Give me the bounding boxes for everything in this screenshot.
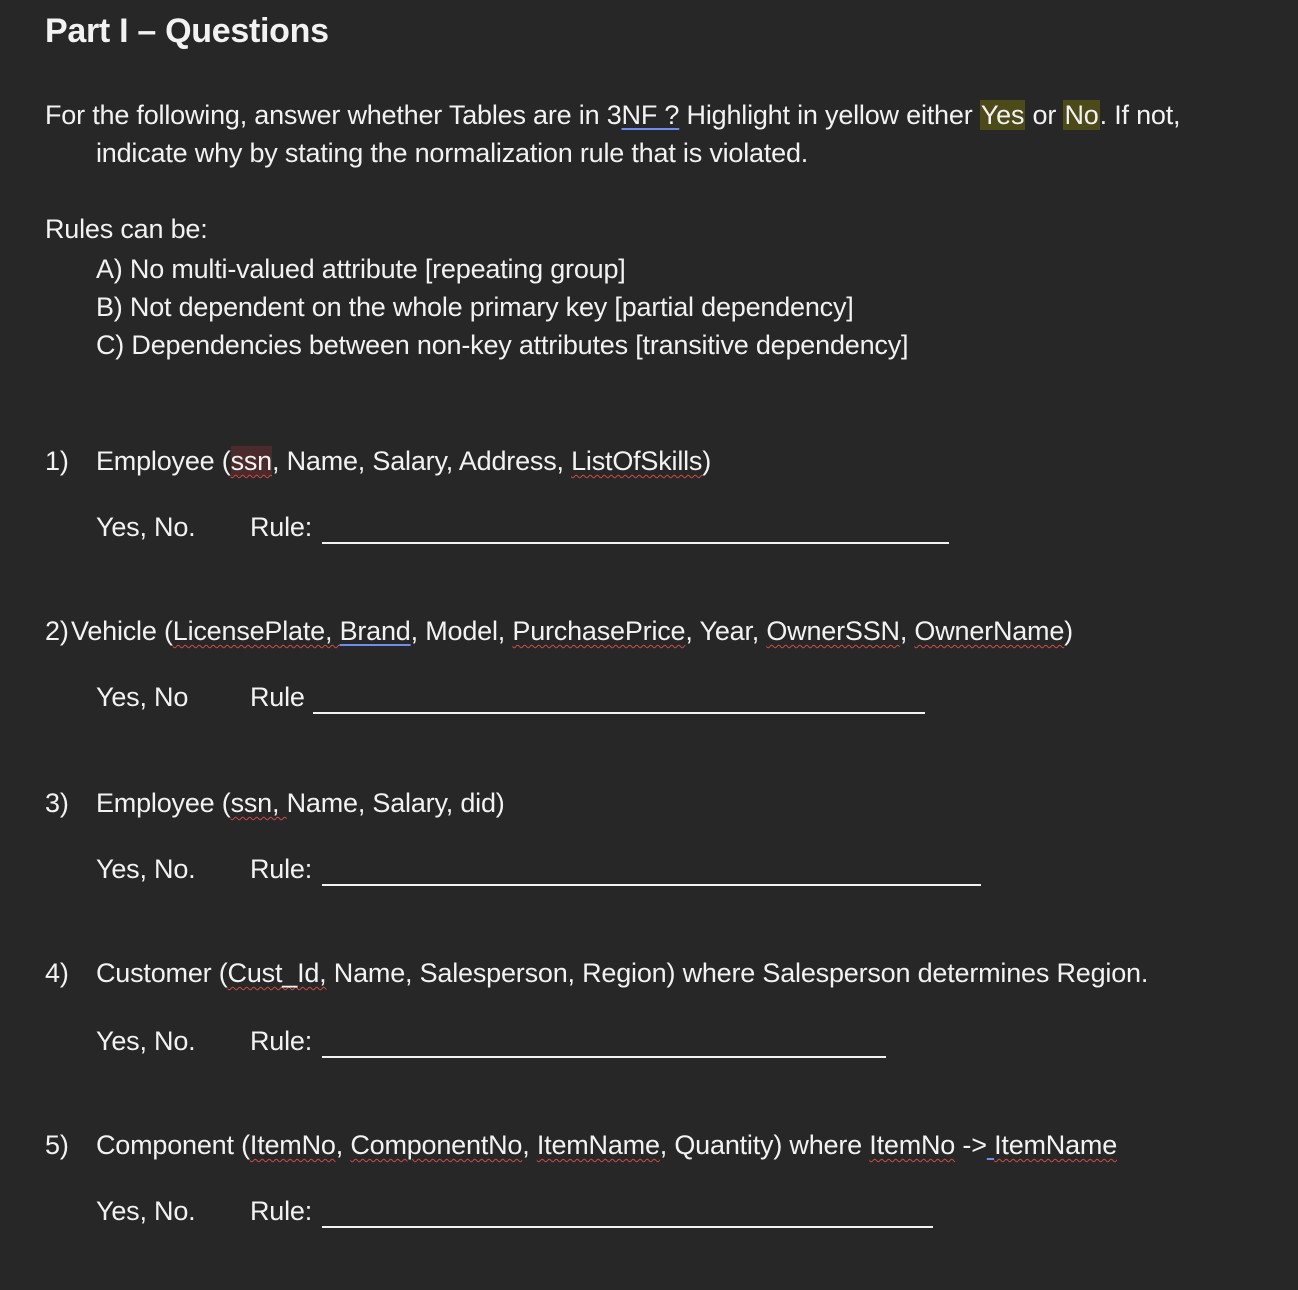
q1-skills: ListOfSkills — [571, 446, 703, 476]
question-1-rule-blank[interactable] — [322, 542, 949, 544]
q5-itemno-2: ItemNo — [869, 1130, 956, 1160]
q2-licenseplate: LicensePlate, — [172, 616, 340, 646]
q5-space — [987, 1130, 994, 1160]
q-text: , Quantity) where — [659, 1130, 870, 1160]
q-text: Vehicle ( — [71, 616, 173, 646]
question-5-answer: Yes, No. — [96, 1196, 196, 1226]
rule-item: C) Dependencies between non-key attributes [transitive dependency] — [96, 330, 909, 360]
q5-itemname: ItemName — [536, 1130, 660, 1160]
q5-itemno: ItemNo — [249, 1130, 336, 1160]
question-5-text — [96, 1130, 1117, 1161]
q-text: Employee ( — [96, 446, 231, 476]
question-1-rule-label: Rule: — [250, 512, 313, 542]
question-1-text — [96, 446, 711, 477]
question-5-rule-blank[interactable] — [322, 1226, 933, 1228]
question-1-number: 1) — [45, 446, 69, 476]
question-5-number: 5) — [45, 1130, 69, 1160]
intro-no-highlight: No — [1064, 100, 1099, 130]
question-3-text — [96, 788, 505, 819]
intro-line-1 — [45, 100, 1180, 131]
q1-ssn: ssn — [230, 446, 272, 476]
question-4-answer: Yes, No. — [96, 1026, 196, 1056]
question-2-number: 2) — [45, 616, 69, 646]
question-2-text — [71, 616, 1073, 647]
q5-componentno: ComponentNo — [350, 1130, 523, 1160]
q-text: Employee ( — [96, 788, 231, 818]
q-text: , — [335, 1130, 351, 1160]
rules-heading: Rules can be: — [45, 214, 208, 244]
page-title: Part I – Questions — [45, 12, 329, 50]
rule-item: B) Not dependent on the whole primary key [partial dependency] — [96, 292, 854, 322]
question-3-number: 3) — [45, 788, 69, 818]
question-3-answer: Yes, No. — [96, 854, 196, 884]
q-text: Name, Salary, did) — [286, 788, 505, 818]
q5-arrow: -> — [955, 1130, 987, 1160]
q-text: Component ( — [96, 1130, 250, 1160]
question-4-rule-blank[interactable] — [322, 1056, 886, 1058]
intro-3nf: NF ? — [621, 100, 680, 130]
intro-line-2: indicate why by stating the normalization rule that is violated. — [96, 138, 809, 168]
question-4-rule-label: Rule: — [250, 1026, 313, 1056]
q-text: , Model, — [410, 616, 513, 646]
question-2-answer: Yes, No — [96, 682, 189, 712]
intro-yes-highlight: Yes — [980, 100, 1025, 130]
question-5-rule-label: Rule: — [250, 1196, 313, 1226]
q2-ownername: OwnerName — [914, 616, 1065, 646]
question-1-answer: Yes, No. — [96, 512, 196, 542]
q5-itemname-2: ItemName — [994, 1130, 1118, 1160]
q3-ssn: ssn, — [230, 788, 287, 818]
rule-item: A) No multi-valued attribute [repeating group] — [96, 254, 626, 284]
q-text: , — [522, 1130, 537, 1160]
intro-text: or — [1025, 100, 1064, 130]
question-4-number: 4) — [45, 958, 69, 988]
intro-text: . If not, — [1099, 100, 1181, 130]
q-text: Customer ( — [96, 958, 228, 988]
question-4-text — [96, 958, 1148, 989]
q2-purchaseprice: PurchasePrice — [512, 616, 686, 646]
q-text: , Name, Salary, Address, — [271, 446, 572, 476]
question-2-rule-blank[interactable] — [313, 712, 925, 714]
q-text: Name, Salesperson, Region) where Salesperson determines Region. — [326, 958, 1149, 988]
question-3-rule-label: Rule: — [250, 854, 313, 884]
q2-ownerssn: OwnerSSN — [766, 616, 900, 646]
q-text: , — [899, 616, 915, 646]
q-text: ) — [702, 446, 712, 476]
q4-custid: Cust_Id, — [227, 958, 327, 988]
question-3-rule-blank[interactable] — [322, 884, 981, 886]
q2-brand: Brand — [339, 616, 411, 646]
intro-text: For the following, answer whether Tables are in 3 — [45, 100, 622, 130]
q-text: , Year, — [685, 616, 767, 646]
intro-text: Highlight in yellow either — [679, 100, 980, 130]
question-2-rule-label: Rule — [250, 682, 305, 712]
q-text: ) — [1064, 616, 1073, 646]
